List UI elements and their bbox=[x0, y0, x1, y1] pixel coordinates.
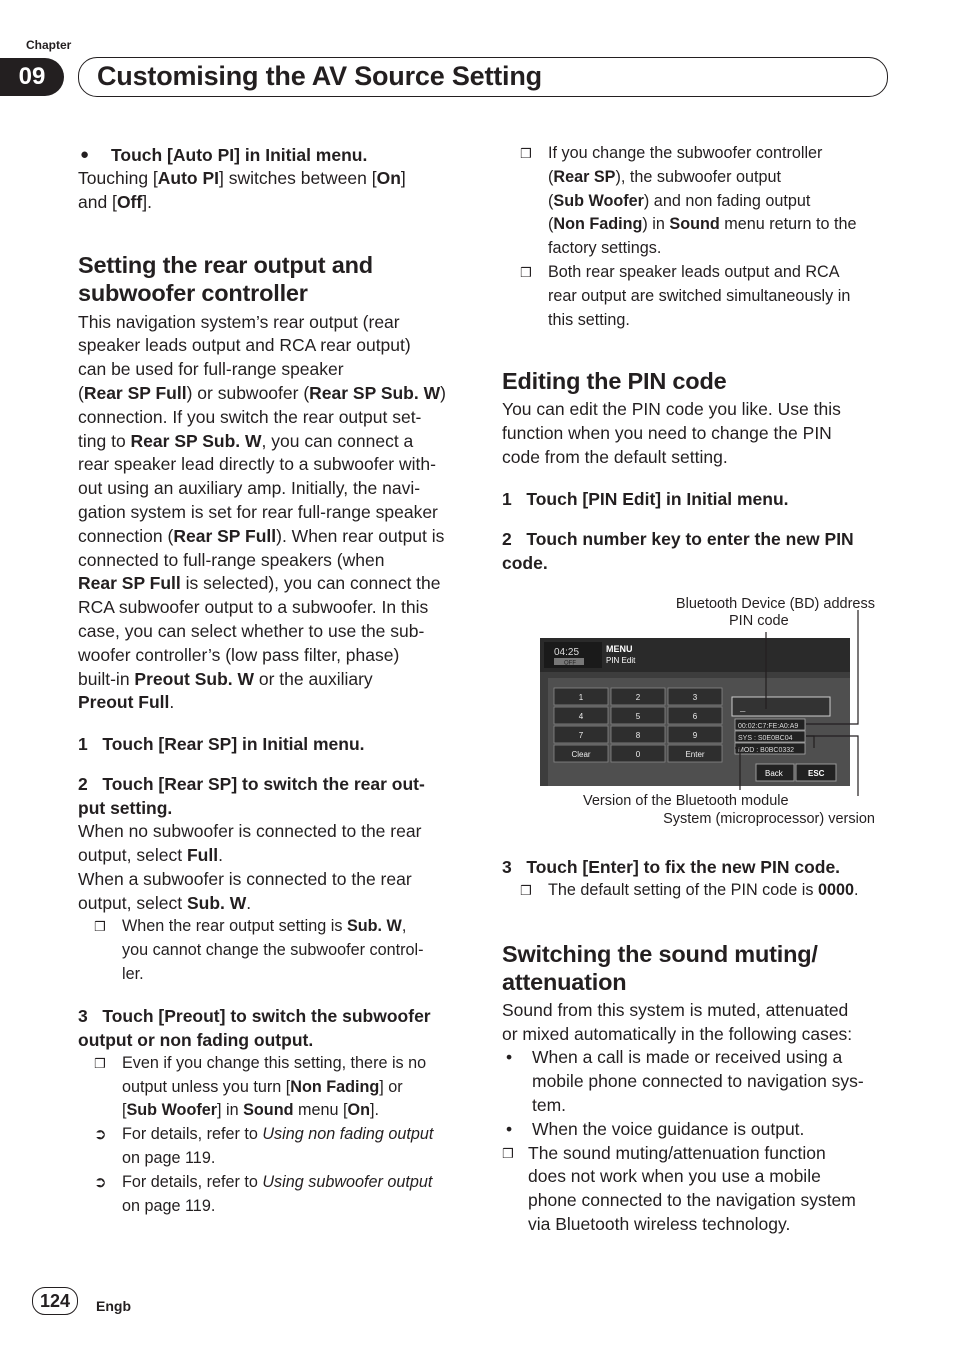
checkbox-note-icon: ❒ bbox=[520, 264, 532, 280]
screen-bd-address: 00:02:C7:FE:A0:A9 bbox=[738, 723, 799, 730]
muting-bullet-call: • When a call is made or received using a mobile phone connected to navigation sys- tem. bbox=[502, 1046, 894, 1117]
reference-arrow-icon: ➲ bbox=[94, 1126, 107, 1144]
pin-step-3: 3 Touch [Enter] to fix the new PIN code. bbox=[502, 857, 841, 877]
rear-output-paragraph: This navigation system’s rear output (rear speaker leads output and RCA rear output) can be used for full-range speaker (Rear SP Full) or subwoofer (Rear SP Sub. W) connection. If you switch the rear output set- ting to Rear SP Sub. W, you can connect a rear speaker lead directly to a subwoofer with- out using an auxiliary amp. Initially, the navi- gation system is set for rear full-range speaker connection (Rear SP Full). When rear output is connected to full-range speakers (when Rear SP Full is selected), you can connect the RCA subwoofer output to a subwoofer. In this case, you can select whether to use the sub- woofer controller’s (low pass filter, phase) built-in Preout Sub. W or the auxiliary Preout Full. bbox=[78, 311, 446, 713]
screen-pin-input: _ bbox=[740, 704, 746, 714]
bullet-icon: • bbox=[506, 1047, 513, 1068]
auto-pi-step: ● Touch [Auto PI] in Initial menu. bbox=[80, 145, 368, 165]
chapter-number-badge: 09 bbox=[0, 58, 64, 96]
checkbox-note-icon: ❒ bbox=[94, 919, 106, 935]
reference-arrow-icon: ➲ bbox=[94, 1173, 107, 1191]
bullet-icon: • bbox=[506, 1118, 513, 1139]
muting-paragraph: Sound from this system is muted, attenuated or mixed automatically in the following cases: bbox=[502, 999, 853, 1044]
auto-pi-text: Touching [Auto PI] switches between [On] and [Off]. bbox=[78, 168, 406, 212]
note-default-pin: ❒ The default setting of the PIN code is 0000. bbox=[502, 879, 894, 903]
annotation-bd-address: Bluetooth Device (BD) address bbox=[675, 596, 875, 612]
screen-back-button: Back bbox=[765, 769, 783, 778]
language-code: Engb bbox=[96, 1298, 131, 1314]
screen-mod-version: MOD : B0BC0332 bbox=[738, 747, 795, 754]
muting-bullet-voice: • When the voice guidance is output. bbox=[502, 1118, 894, 1142]
step-3-preout: 3 Touch [Preout] to switch the subwoofer output or non fading output. bbox=[78, 1005, 431, 1050]
screen-key-label: 7 bbox=[578, 731, 584, 740]
bullet-dot-icon: ● bbox=[80, 146, 90, 163]
screen-key-label: 4 bbox=[578, 712, 584, 721]
note-subwoofer-reset: ❒ If you change the subwoofer controller (Rear SP), the subwoofer output (Sub Woofer) and non fading output (Non Fading) in Sound menu return to the factory settings. bbox=[502, 142, 894, 261]
step-2-text: When no subwoofer is connected to the rear output, select Full. When a subwoofer is connected to the rear output, select Sub. W. bbox=[78, 821, 422, 913]
page-title: Customising the AV Source Setting bbox=[97, 61, 542, 91]
screen-submenu-label: PIN Edit bbox=[606, 656, 636, 665]
screen-key-label: 9 bbox=[692, 731, 698, 740]
screen-menu-label: MENU bbox=[606, 644, 633, 654]
reference-subwoofer: ➲ For details, refer to Using subwoofer output on page 119. bbox=[78, 1171, 468, 1219]
annotation-system-version: System (microprocessor) version bbox=[663, 811, 875, 827]
left-column bbox=[78, 143, 468, 1218]
screen-key-label: Enter bbox=[685, 750, 705, 759]
checkbox-note-icon: ❒ bbox=[520, 146, 532, 161]
reference-non-fading: ➲ For details, refer to Using non fading output on page 119. bbox=[78, 1123, 468, 1171]
screen-off-label: OFF bbox=[564, 660, 576, 667]
section-heading-pin: Editing the PIN code bbox=[502, 368, 727, 395]
pin-step-2: 2 Touch number key to enter the new PIN code. bbox=[502, 528, 854, 573]
screen-clock: 04:25 bbox=[554, 647, 580, 658]
screen-key-label: 2 bbox=[635, 693, 641, 702]
step-2-rear-sp: 2 Touch [Rear SP] to switch the rear out- put setting. bbox=[78, 774, 425, 819]
checkbox-note-icon: ❒ bbox=[94, 1055, 106, 1071]
screen-key-label: 5 bbox=[635, 712, 641, 721]
pin-step-1: 1 Touch [PIN Edit] in Initial menu. bbox=[502, 488, 789, 509]
screen-key-label: 8 bbox=[635, 731, 641, 740]
page-number: 124 bbox=[32, 1287, 78, 1315]
screen-key-label: 0 bbox=[635, 750, 641, 759]
note-sub-w: ❒ When the rear output setting is Sub. W, you cannot change the subwoofer control- ler. bbox=[78, 915, 468, 986]
right-column-lower bbox=[502, 855, 894, 1237]
note-simultaneous: ❒ Both rear speaker leads output and RCA rear output are switched simultaneously in this setting. bbox=[502, 261, 894, 332]
screen-key-label: 3 bbox=[692, 693, 698, 702]
checkbox-note-icon: ❒ bbox=[520, 883, 532, 898]
screen-esc-button: ESC bbox=[808, 769, 825, 778]
right-column bbox=[502, 142, 894, 575]
pin-edit-screen-figure bbox=[540, 600, 880, 830]
screen-key-label: Clear bbox=[571, 750, 591, 759]
pin-paragraph: You can edit the PIN code you like. Use this function when you need to change the PIN code from the default setting. bbox=[502, 399, 841, 467]
section-heading-muting: Switching the sound muting/ attenuation bbox=[502, 940, 818, 995]
checkbox-note-icon: ❒ bbox=[502, 1145, 514, 1161]
step-1-rear-sp: 1 Touch [Rear SP] in Initial menu. bbox=[78, 734, 365, 755]
annotation-pin-code: PIN code bbox=[729, 613, 789, 629]
annotation-bt-module-version: Version of the Bluetooth module bbox=[583, 793, 789, 809]
screen-sys-version: SYS : S0E0BC04 bbox=[738, 735, 793, 742]
note-muting-bluetooth: ❒ The sound muting/attenuation function does not work when you use a mobile phone connected to the navigation system via Bluetooth wireless technology. bbox=[502, 1142, 894, 1237]
section-heading-rear-output: Setting the rear output and subwoofer controller bbox=[78, 251, 373, 306]
screen-key-label: 1 bbox=[578, 693, 584, 702]
note-non-fading: ❒ Even if you change this setting, there is no output unless you turn [Non Fading] or [Sub Woofer] in Sound menu [On]. bbox=[78, 1052, 468, 1123]
screen-key-label: 6 bbox=[692, 712, 698, 721]
chapter-label: Chapter bbox=[26, 38, 72, 52]
